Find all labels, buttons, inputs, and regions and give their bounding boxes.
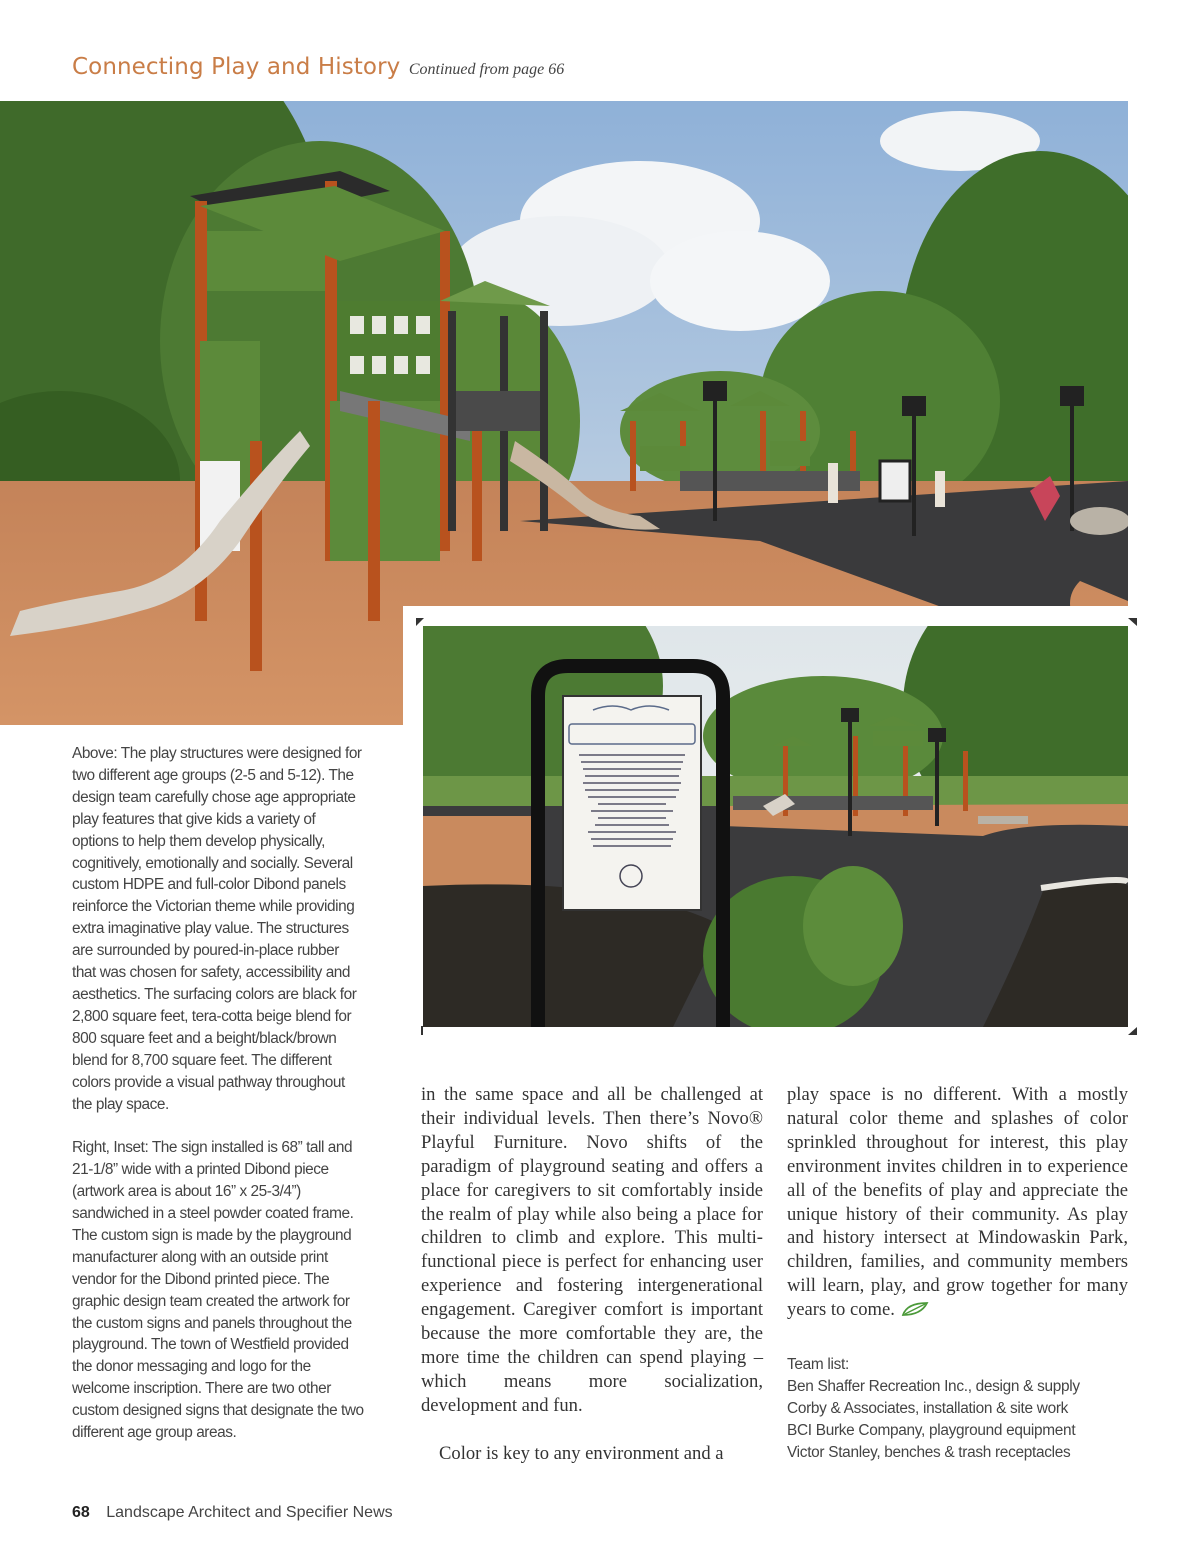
team-list-heading: Team list:	[787, 1356, 849, 1373]
corner-marker-top-left	[416, 618, 424, 626]
body-paragraph: Color is key to any environment and a	[439, 1442, 724, 1464]
continued-note: Continued from page 66	[408, 61, 565, 78]
page-number: 68	[72, 1504, 90, 1521]
corner-marker-top-right	[1128, 618, 1137, 626]
inset-sign-photo	[423, 626, 1128, 1027]
photo-captions	[72, 743, 364, 1466]
body-column-middle	[421, 1083, 763, 1465]
body-paragraph-text: play space is no different. With a mostly natural color theme and splashes of color sprinkled throughout for interest, this play environment invites children in to experience all of the benefits of play and appreciate the unique history of their community. As play and history intersect at Mindowaskin Park, children, families, and community members will learn, play, and grow together for many years to come.	[787, 1084, 1128, 1321]
team-member: Victor Stanley, benches & trash receptacles	[787, 1444, 1071, 1461]
article-title: Connecting Play and History	[72, 54, 401, 80]
body-paragraph: in the same space and all be challenged at their individual levels. Then there’s Novo® Playful Furniture. Novo shifts of the paradigm of playground seating and offers a place for caregivers to sit comfortably inside the realm of play while also being a place for children to climb and explore. This multi-functional piece is perfect for enhancing user experience and fostering intergenerational engagement. Caregiver comfort is important because the more comfortable they are, the more time the children can spend playing – which means more socialization, development and fun.	[421, 1084, 763, 1416]
corner-marker-bottom-right	[1128, 1027, 1137, 1035]
body-column-right	[787, 1083, 1128, 1322]
leaf-end-icon	[901, 1301, 929, 1317]
team-member: Corby & Associates, installation & site work	[787, 1400, 1069, 1417]
publication-name: Landscape Architect and Specifier News	[106, 1504, 393, 1521]
page-footer	[72, 1504, 393, 1522]
caption-inset: Right, Inset: The sign installed is 68” tall and 21-1/8” wide with a printed Dibond piece (artwork area is about 16” x 25-3/4”) sandwiched in a steel powder coated frame. The custom sign is made by the playground manufacturer along with an outside print vendor for the Dibond printed piece. The graphic design team created the artwork for the custom signs and panels throughout the playground. The town of Westfield provided the donor messaging and logo for the welcome inscription. There are two other custom designed signs that designate the two different age group areas.	[72, 1139, 364, 1442]
caption-above: Above: The play structures were designed for two different age groups (2-5 and 5-12). The design team carefully chose age appropriate play features that give kids a variety of options to help them develop physically, cognitively, emotionally and socially. Several custom HDPE and full-color Dibond panels reinforce the Victorian theme while providing extra imaginative play value. The structures are surrounded by poured-in-place rubber that was chosen for safety, accessibility and aesthetics. The surfacing colors are black for 2,800 square feet, tera-cotta beige blend for 800 square feet and a beight/black/brown blend for 8,700 square feet. The different colors provide a visual pathway throughout the play space.	[72, 745, 362, 1113]
body-paragraph-end	[787, 1083, 1128, 1322]
team-member: BCI Burke Company, playground equipment	[787, 1422, 1076, 1439]
team-list	[787, 1354, 1128, 1464]
team-member: Ben Shaffer Recreation Inc., design & supply	[787, 1378, 1080, 1395]
corner-marker-bottom-left	[421, 1026, 423, 1035]
page-header	[72, 54, 564, 80]
